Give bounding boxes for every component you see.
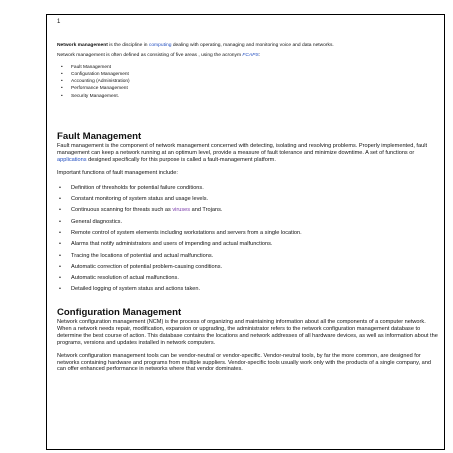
list-item: • Performance Management bbox=[57, 85, 439, 92]
page-number: 1 bbox=[57, 19, 61, 25]
section-heading: Fault Management bbox=[57, 131, 142, 142]
list-item: • Automatic correction of potential problem-causing conditions. bbox=[57, 262, 439, 273]
list-item: • Definition of thresholds for potential failure conditions. bbox=[57, 183, 439, 194]
list-item bbox=[57, 205, 439, 216]
fault-functions-list bbox=[57, 183, 439, 296]
list-text: Continuous scanning for threats such as bbox=[71, 207, 173, 214]
config-paragraph-2: Network configuration management tools can be vendor-neutral or vendor-specific. Vendor-neutral tools, by far the more common, are designed for networks containing hardware and programs from multiple suppliers. Vendor-specific tools usually work only with the products of a single company, and can offer enhanced performance in networks where that vendor dominates. bbox=[57, 352, 431, 373]
applications-link[interactable]: applications bbox=[57, 156, 87, 163]
config-paragraph-1: Network configuration management (NCM) is the process of organizing and maintaining information about all the components of a computer network. When a network needs repair, modification, expansion or upgrading, the administrator refers to the network configuration management database to determine the best course of action. This database contains the locations and network addresses of all hardware devices, as well as information about the programs, versions and updates installed in network computers. bbox=[57, 319, 438, 346]
intro-paragraph-1 bbox=[57, 43, 439, 49]
list-item: • General diagnostics. bbox=[57, 217, 439, 228]
fault-text: designed specifically for this purpose is called a fault-management platform. bbox=[86, 156, 276, 163]
intro-text: : bbox=[258, 53, 261, 59]
list-item: • Tracing the locations of potential and actual malfunctions. bbox=[57, 251, 439, 262]
intro-text: dealing with operating, managing and monitoring voice and data networks. bbox=[171, 43, 334, 48]
list-item: • Alarms that notify administrators and users of impending and actual malfunctions. bbox=[57, 239, 439, 250]
fault-paragraph bbox=[57, 143, 439, 164]
fault-text: Fault management is the component of network management concerned with detecting, isolating and resolving problems. Properly implemented, fault management can keep a network running at an optimum level, provide a measure of fault tolerance and minimize downtime. A set of functions or bbox=[57, 143, 428, 156]
configuration-management-section bbox=[57, 307, 439, 373]
list-text: and Trojans. bbox=[190, 207, 223, 214]
intro-paragraph-2 bbox=[57, 53, 439, 59]
viruses-link[interactable]: viruses bbox=[172, 207, 191, 214]
fcaps-list bbox=[57, 64, 439, 100]
section-heading: Configuration Management bbox=[57, 307, 182, 318]
fcaps-link[interactable]: FCAPS bbox=[242, 53, 259, 59]
intro-text: Network management is often defined as consisting of five areas , using the acronym bbox=[57, 53, 243, 59]
list-item: • Remote control of system elements including workstations and servers from a single location. bbox=[57, 228, 439, 239]
intro-section bbox=[57, 43, 439, 100]
computing-link[interactable]: computing bbox=[148, 43, 172, 48]
fault-management-section bbox=[57, 131, 439, 296]
list-item: • Security Management. bbox=[57, 93, 439, 100]
list-item: • Fault Management bbox=[57, 64, 439, 71]
important-functions-label: Important functions of fault management include: bbox=[57, 169, 178, 176]
list-item: • Constant monitoring of system status and usage levels. bbox=[57, 194, 439, 205]
term-network-management: Network management bbox=[57, 43, 108, 48]
list-item: • Automatic resolution of actual malfunctions. bbox=[57, 273, 439, 284]
list-item: • Detailed logging of system status and actions taken. bbox=[57, 284, 439, 295]
list-item: • Configuration Management bbox=[57, 71, 439, 78]
intro-text: is the discipline in bbox=[107, 43, 149, 48]
list-item: • Accounting (Administration) bbox=[57, 78, 439, 85]
document-body bbox=[57, 43, 439, 373]
